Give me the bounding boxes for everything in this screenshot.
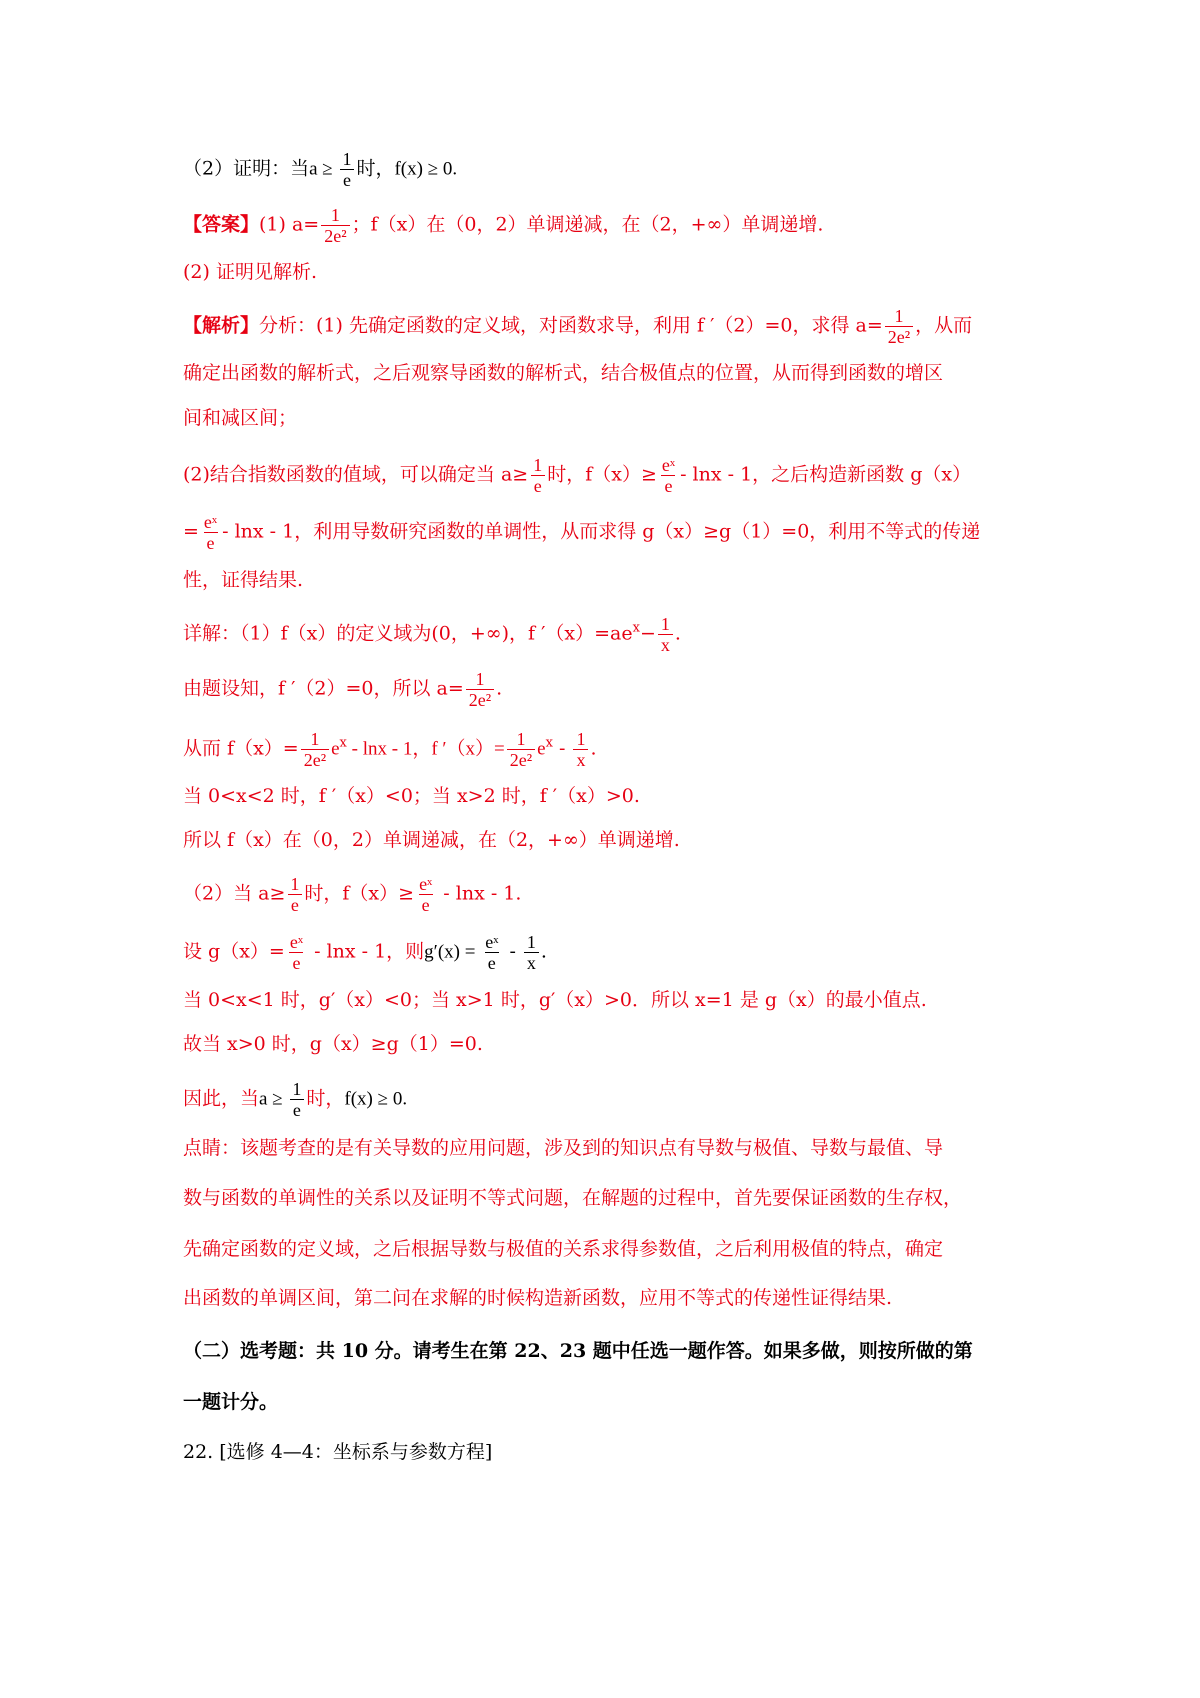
fraction-1-over-e: $\frac{1}{e}$ — [530, 455, 545, 496]
analysis-line-4: (2)结合指数函数的值域，可以确定当 a≥ $\frac{1}{e}$ 时，f（x）≥ $\frac{\text{eˣ}}{e}$ - lnx - 1，之后构造新函数 g（x） — [183, 455, 972, 496]
detail-line-4: 当 0<x<2 时，f ′（x）<0；当 x>2 时，f ′（x）>0. — [183, 785, 640, 807]
answer-line-2: (2) 证明见解析. — [183, 261, 317, 283]
analysis-line-3: 间和减区间； — [183, 407, 298, 429]
analysis-line-6: 性，证得结果. — [183, 569, 304, 591]
detail-line-6: （2）当 a≥ $\frac{1}{e}$ 时，f（x）≥ $\frac{\text{eˣ}}{e}$ - lnx - 1. — [183, 874, 522, 915]
analysis-line-1: 【解析】分析：(1) 先确定函数的定义域，对函数求导，利用 f ′（2）=0，求得 a= $\frac{1}{\text{2e²}}$ ，从而 — [183, 306, 973, 347]
fraction-1-over-x: $\frac{1}{x}$ — [524, 932, 539, 973]
fraction-ex-over-e: $\frac{\text{eˣ}}{e}$ — [203, 512, 218, 553]
fraction-ex-over-e: $\frac{\text{eˣ}}{e}$ — [289, 932, 304, 973]
fraction-1-over-2e2: $\frac{1}{\text{2e²}}$ — [885, 306, 913, 347]
fraction-ex-over-e: $\frac{\text{eˣ}}{e}$ — [485, 932, 499, 973]
fraction-1-over-e: $\frac{1}{e}$ — [287, 874, 302, 915]
detail-line-9: 故当 x>0 时，g（x）≥g（1）=0. — [183, 1033, 483, 1055]
section-heading-line-1: （二）选考题：共 10 分。请考生在第 22、23 题中任选一题作答。如果多做，则按所做的第 — [183, 1340, 973, 1362]
detail-line-1: 详解：（1）f（x）的定义域为(0，+∞)，f $'(x)=ae^x-$ $\frac{1}{x}$ . — [183, 614, 681, 655]
detail-line-3: 从而 f（x）= $\frac{1}{\text{2e²}}$ $e^x$ - lnx - 1，f ′（x）= $\frac{1}{\text{2e²}}$ $e^x$ - $\frac{1}{x}$ . — [183, 729, 597, 770]
answer-line-1: 【答案】(1) a= $\frac{1}{\text{2e²}}$ ；f（x）在（0，2）单调递减，在（2，+∞）单调递增. — [183, 205, 824, 246]
review-line-2: 数与函数的单调性的关系以及证明不等式问题，在解题的过程中，首先要保证函数的生存权， — [183, 1187, 963, 1209]
detail-line-7: 设 g（x）= $\frac{\text{eˣ}}{e}$ - lnx - 1，则g′(x) = $\frac{\text{eˣ}}{e}$ - $\frac{1}{x}$ . — [183, 932, 547, 973]
review-line-4: 出函数的单调区间，第二问在求解的时候构造新函数，应用不等式的传递性证得结果. — [183, 1287, 893, 1309]
review-line-3: 先确定函数的定义域，之后根据导数与极值的关系求得参数值，之后利用极值的特点，确定 — [183, 1238, 944, 1260]
fraction-ex-over-e: $\frac{\text{eˣ}}{e}$ — [419, 874, 433, 915]
fraction-1-over-e: $\frac{1}{e}$ — [339, 149, 354, 190]
detail-line-2: 由题设知，f ′（2）=0，所以 a= $\frac{1}{\text{2e²}}$ . — [183, 669, 503, 710]
fraction-1-over-2e2: $\frac{1}{\text{2e²}}$ — [321, 205, 349, 246]
fraction-1-over-2e2: $\frac{1}{\text{2e²}}$ — [507, 729, 535, 770]
review-line-1: 点睛：该题考查的是有关导数的应用问题，涉及到的知识点有导数与极值、导数与最值、导 — [183, 1137, 944, 1159]
section-heading-line-2: 一题计分。 — [183, 1391, 279, 1413]
detail-line-5: 所以 f（x）在（0，2）单调递减，在（2，+∞）单调递增. — [183, 829, 680, 851]
fraction-1-over-2e2: $\frac{1}{\text{2e²}}$ — [466, 669, 494, 710]
detail-line-10: 因此，当a ≥ $\frac{1}{e}$ 时，f(x) ≥ 0. — [183, 1079, 408, 1120]
fraction-1-over-e: $\frac{1}{e}$ — [289, 1079, 304, 1120]
fraction-1-over-2e2: $\frac{1}{\text{2e²}}$ — [301, 729, 329, 770]
analysis-line-5: = $\frac{\text{eˣ}}{e}$ - lnx - 1，利用导数研究函数的单调性，从而求得 g（x）≥g（1）=0，利用不等式的传递 — [183, 512, 981, 553]
fraction-1-over-x: $\frac{1}{x}$ — [573, 729, 588, 770]
fraction-ex-over-e: $\frac{\text{eˣ}}{e}$ — [661, 455, 676, 496]
question-part-2: （2）证明：当a ≥ $\frac{1}{e}$ 时，f(x) ≥ 0. — [183, 149, 458, 190]
fraction-1-over-x: $\frac{1}{x}$ — [658, 614, 673, 655]
detail-line-8: 当 0<x<1 时，g′（x）<0；当 x>1 时，g′（x）>0．所以 x=1 是 g（x）的最小值点. — [183, 989, 927, 1011]
question-22-title: 22. [选修 4—4：坐标系与参数方程] — [183, 1441, 493, 1463]
analysis-line-2: 确定出函数的解析式，之后观察导函数的解析式，结合极值点的位置，从而得到函数的增区 — [183, 362, 944, 384]
